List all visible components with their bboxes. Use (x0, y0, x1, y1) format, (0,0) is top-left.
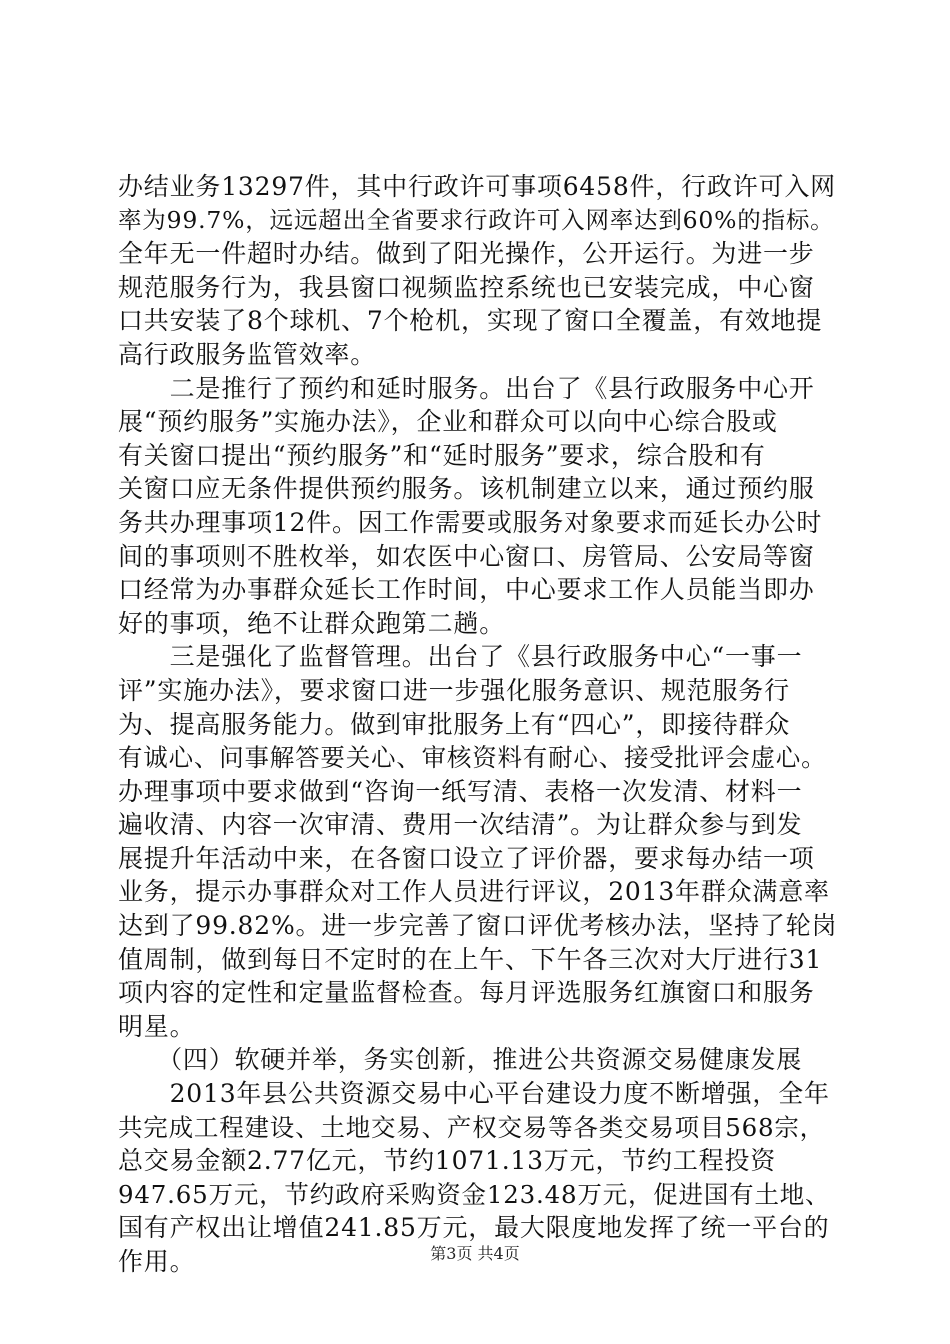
text-line: 口经常为办事群众延长工作时间，中心要求工作人员能当即办 (118, 575, 815, 605)
text-line: 好的事项，绝不让群众跑第二趟。 (118, 608, 506, 638)
body-text (118, 170, 838, 1279)
text-line: 全年无一件超时办结。做到了阳光操作，公开运行。为进一步 (118, 239, 815, 269)
text-line: 三是强化了监督管理。出台了《县行政服务中心“一事一 (118, 642, 803, 672)
text-line: 展“预约服务”实施办法》，企业和群众可以向中心综合股或 (118, 407, 778, 437)
text-line: 作用。 (118, 1247, 196, 1276)
text-line: 项内容的定性和定量监督检查。每月评选服务红旗窗口和服务 (118, 978, 815, 1008)
text-line: 2013年县公共资源交易中心平台建设力度不断增强，全年 (118, 1079, 830, 1109)
text-line: 为、提高服务能力。做到审批服务上有“四心”，即接待群众 (118, 709, 791, 739)
text-line: 共完成工程建设、土地交易、产权交易等各类交易项目568宗， (118, 1112, 825, 1142)
text-line: 国有产权出让增值241.85万元，最大限度地发挥了统一平台的 (118, 1213, 830, 1243)
text-line: 947.65万元，节约政府采购资金123.48万元，促进国有土地、 (118, 1179, 831, 1209)
text-line: 口共安装了8个球机、7个枪机，实现了窗口全覆盖，有效地提 (118, 306, 823, 336)
text-line: 二是推行了预约和延时服务。出台了《县行政服务中心开 (118, 373, 815, 403)
text-line: 高行政服务监管效率。 (118, 339, 377, 369)
text-line: 办结业务13297件，其中行政许可事项6458件，行政许可入网 (118, 172, 836, 201)
text-line: 率为99.7%，远远超出全省要求行政许可入网率达到60%的指标。 (118, 205, 835, 234)
text-line: 务共办理事项12件。因工作需要或服务对象要求而延长办公时 (118, 507, 823, 537)
text-line: 总交易金额2.77亿元，节约1071.13万元，节约工程投资 (118, 1146, 777, 1176)
text-line: 办理事项中要求做到“咨询一纸写清、表格一次发清、材料一 (118, 776, 803, 806)
text-line: 业务，提示办事群众对工作人员进行评议，2013年群众满意率 (118, 877, 830, 907)
text-line: 评”实施办法》，要求窗口进一步强化服务意识、规范服务行 (118, 675, 790, 705)
text-line: 有关窗口提出“预约服务”和“延时服务”要求，综合股和有 (118, 440, 766, 470)
text-line: （四）软硬并举，务实创新，推进公共资源交易健康发展 (118, 1045, 803, 1075)
text-line: 值周制，做到每日不定时的在上午、下午各三次对大厅进行31 (118, 944, 823, 974)
text-line: 间的事项则不胜枚举，如农医中心窗口、房管局、公安局等窗 (118, 541, 815, 571)
page-footer: 第3页 共4页 (430, 1244, 520, 1263)
text-line: 遍收清、内容一次审清、费用一次结清”。为让群众参与到发 (118, 810, 803, 840)
text-line: 达到了99.82%。进一步完善了窗口评优考核办法，坚持了轮岗 (118, 911, 838, 941)
text-line: 规范服务行为，我县窗口视频监控系统也已安装完成，中心窗 (118, 272, 815, 302)
text-line: 展提升年活动中来，在各窗口设立了评价器，要求每办结一项 (118, 843, 815, 873)
text-line: 有诚心、问事解答要关心、审核资料有耐心、接受批评会虚心。 (118, 743, 827, 773)
text-line: 明星。 (118, 1011, 196, 1041)
text-line: 关窗口应无条件提供预约服务。该机制建立以来，通过预约服 (118, 474, 815, 504)
